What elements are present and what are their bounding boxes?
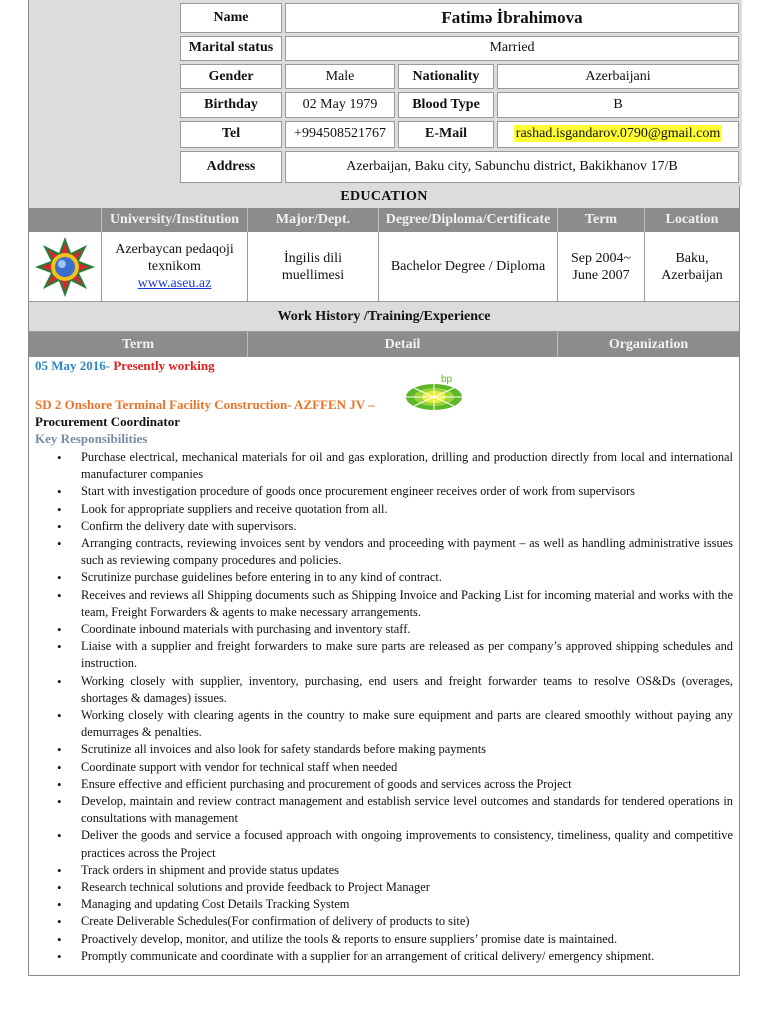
list-item: • Managing and updating Cost Details Tracking System (35, 896, 733, 913)
education-header-term: Term (558, 208, 645, 232)
list-item: • Proactively develop, monitor, and utilize the tools & reports to ensure suppliers’ promise date is maintained. (35, 931, 733, 948)
email-label: E-Mail (398, 121, 494, 149)
list-item: • Track orders in shipment and provide status updates (35, 862, 733, 879)
education-header-logo (29, 208, 102, 232)
education-row (29, 232, 739, 302)
work-header-detail: Detail (248, 332, 558, 357)
list-item: • Coordinate support with vendor for technical staff when needed (35, 759, 733, 776)
name-label: Name (180, 3, 282, 33)
work-header-organization: Organization (608, 337, 689, 352)
university-emblem-icon (33, 235, 97, 299)
blood-type-label: Blood Type (398, 92, 494, 117)
location-line2: Azerbaijan (661, 267, 723, 283)
list-item: • Promptly communicate and coordinate with a supplier for an arrangement of critical delivery/ emergency shipment. (35, 948, 733, 965)
gender-label: Gender (180, 64, 282, 89)
institution-cell (102, 232, 248, 301)
institution-name-line2: texnikom (148, 259, 201, 274)
degree-cell: Bachelor Degree / Diploma (379, 232, 558, 301)
major-cell (248, 232, 379, 301)
email-cell (497, 121, 739, 149)
work-period-start: 05 May 2016- (35, 358, 111, 373)
list-item: • Look for appropriate suppliers and receive quotation from all. (35, 501, 733, 518)
work-period (35, 357, 733, 374)
gender-value: Male (285, 64, 395, 89)
resume-page (28, 0, 740, 976)
nationality-value: Azerbaijani (497, 64, 739, 89)
list-item: • Scrutinize all invoices and also look for safety standards before making payments (35, 741, 733, 758)
work-header-term: Term (29, 332, 248, 357)
university-logo-cell (29, 232, 102, 301)
list-item: • Deliver the goods and service a focused approach with ongoing improvements to consistency, timeliness, quality and competitive practices across the Project (35, 827, 733, 861)
tel-value: +994508521767 (285, 121, 395, 149)
list-item: • Liaise with a supplier and freight forwarders to make sure parts are released as per company’s approved shipping schedules and instruction. (35, 638, 733, 672)
name-value: Fatimə İbrahimova (285, 3, 739, 33)
list-item: • Working closely with supplier, inventory, purchasing, end users and freight forwarder teams to resolve OS&Ds (overages, shortages & damages) issues. (35, 673, 733, 707)
list-item: • Purchase electrical, mechanical materials for oil and gas exploration, drilling and production directly from local and international manufacturer companies (35, 449, 733, 483)
institution-name-line1: Azerbaycan pedaqoji (115, 242, 234, 257)
list-item: • Arranging contracts, reviewing invoices sent by vendors and proceeding with payment – as well as handling administrative issues such as reviewing company procedures and policies. (35, 535, 733, 569)
education-title: EDUCATION (29, 186, 739, 208)
bp-logo-text: bp (441, 374, 453, 385)
project-title: SD 2 Onshore Terminal Facility Construction- AZFFEN JV – (35, 397, 375, 412)
nationality-label: Nationality (398, 64, 494, 89)
list-item: • Working closely with clearing agents in the country to make sure equipment and parts are cleared smoothly without paying any demurrages & penalties. (35, 707, 733, 741)
key-responsibilities-label: Key Responsibilities (35, 431, 148, 446)
institution-website-link[interactable]: www.aseu.az (137, 276, 212, 291)
list-item: • Start with investigation procedure of goods once procurement engineer receives order of work from supervisors (35, 483, 733, 500)
tel-label: Tel (180, 121, 282, 149)
major-line2: muellimesi (281, 267, 345, 283)
job-role: Procurement Coordinator (35, 414, 181, 429)
term-cell (558, 232, 645, 301)
education-header-institution: University/Institution (102, 208, 248, 232)
responsibilities-list (35, 449, 733, 965)
list-item: • Research technical solutions and provide feedback to Project Manager (35, 879, 733, 896)
list-item: • Develop, maintain and review contract management and establish service level outcomes and standards for tendered operations in consultations with management (35, 793, 733, 827)
work-history-title: Work History /Training/Experience (29, 302, 739, 332)
marital-status-value: Married (285, 36, 739, 61)
location-cell (645, 232, 739, 301)
list-item: • Receives and reviews all Shipping documents such as Shipping Invoice and Packing List for incoming material and works with the team, Freight Forwarders & agents to make necessary arrangements. (35, 587, 733, 621)
list-item: • Scrutinize purchase guidelines before entering in to any kind of contract. (35, 569, 733, 586)
list-item: • Ensure effective and efficient purchasing and procurement of goods and services across the Project (35, 776, 733, 793)
education-header-location: Location (665, 212, 719, 227)
list-item: • Create Deliverable Schedules(For confirmation of delivery of products to site) (35, 913, 733, 930)
birthday-value: 02 May 1979 (285, 92, 395, 117)
term-line1: Sep 2004~ (570, 250, 632, 266)
address-value: Azerbaijan, Baku city, Sabunchu district, Bakikhanov 17/B (285, 151, 739, 183)
work-entry (35, 357, 733, 963)
birthday-label: Birthday (180, 92, 282, 117)
email-value[interactable]: rashad.isgandarov.0790@gmail.com (515, 126, 721, 142)
list-item: • Confirm the delivery date with supervisors. (35, 518, 733, 535)
personal-info-section (29, 0, 739, 186)
marital-status-label: Marital status (180, 36, 282, 61)
list-item: • Coordinate inbound materials with purchasing and inventory staff. (35, 621, 733, 638)
education-header-degree: Degree/Diploma/Certificate (379, 208, 558, 232)
term-line2: June 2007 (572, 267, 630, 283)
location-line1: Baku, (675, 250, 709, 266)
personal-info-table (177, 0, 742, 186)
major-line1: İngilis dili (284, 250, 342, 266)
bp-logo-icon (403, 373, 465, 413)
education-header-row (29, 208, 739, 232)
work-header-row (29, 332, 739, 357)
work-period-present: Presently working (110, 358, 215, 373)
address-label: Address (180, 151, 282, 183)
blood-type-value: B (497, 92, 739, 117)
education-header-major: Major/Dept. (248, 208, 379, 232)
